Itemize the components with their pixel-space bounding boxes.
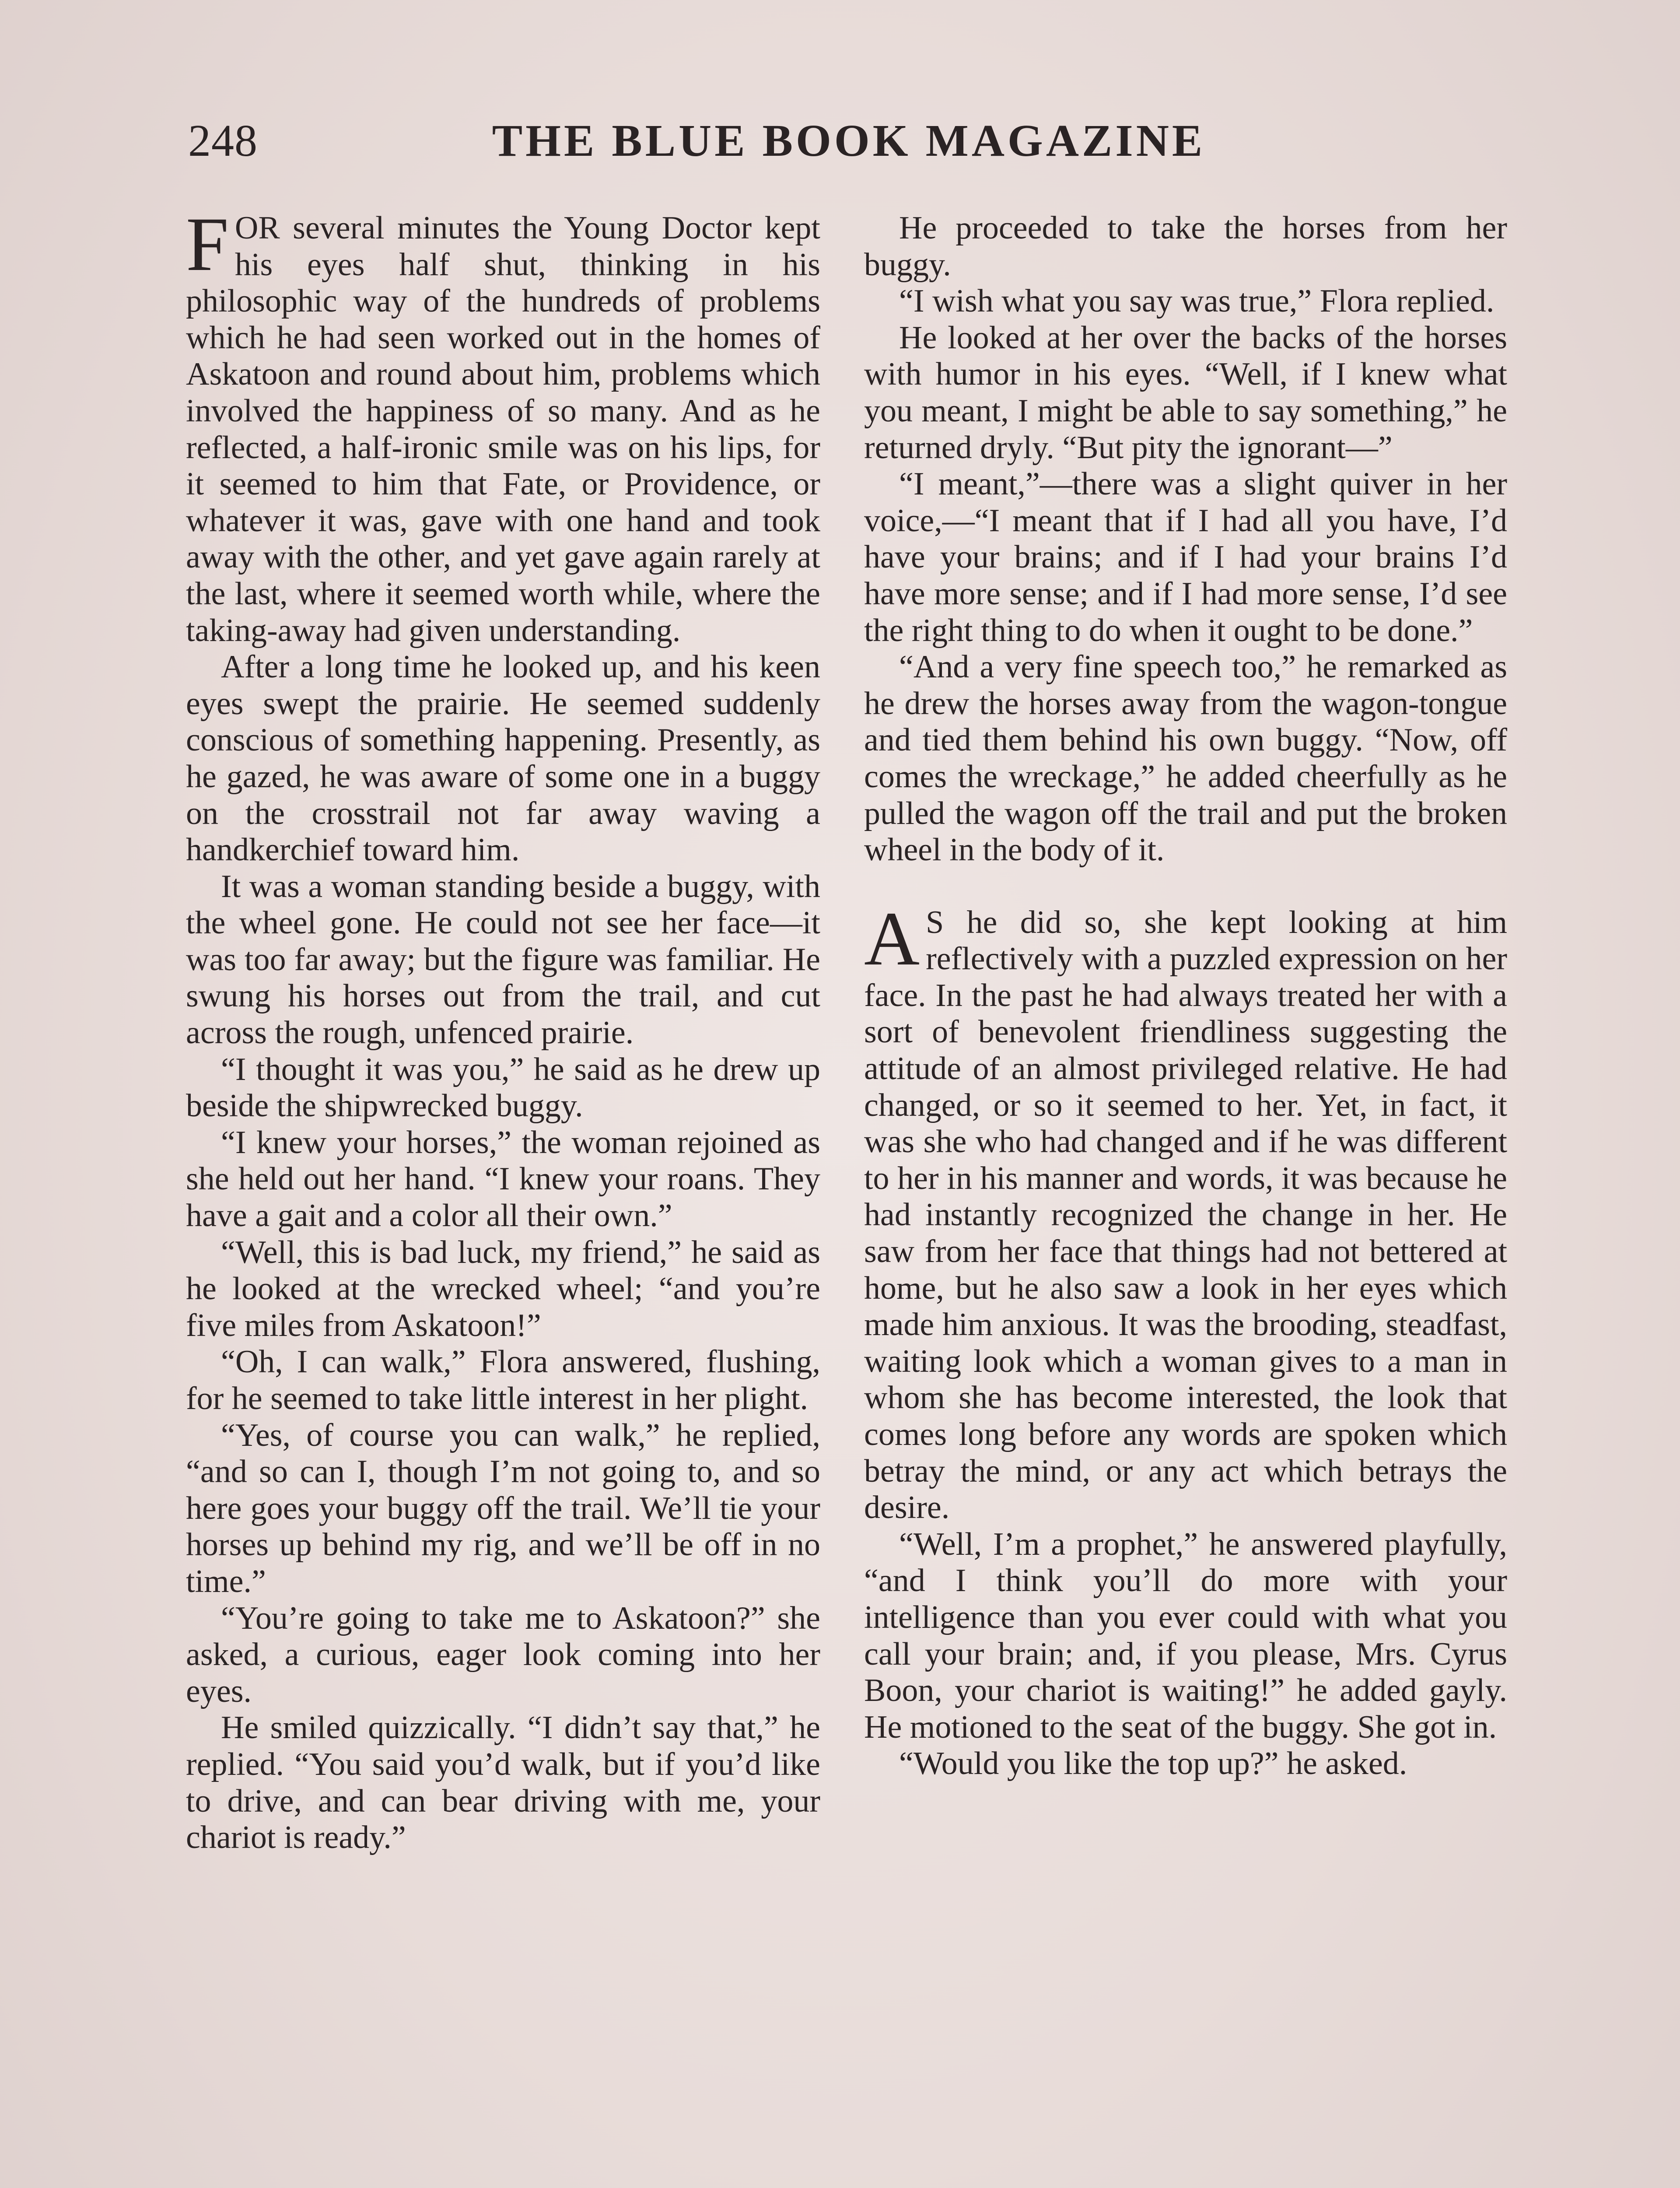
right-paragraph-1: He proceeded to take the horses from her buggy. (864, 210, 1507, 283)
right-paragraph-6-text: S he did so, she kept looking at him reflectively with a puzzled expression on her face. In the past he had always treated her with a sort of benevolent friendliness suggesting the attitude of an almost privileged relative. He had changed, or so it seemed to her. Yet, in fact, it was she who had changed and if he was different to her in his manner and words, it was because he had instantly recognized the change in her. He saw from her face that things had not bettered at home, but he also saw a look in her eyes which made him anxious. It was the brooding, steadfast, waiting look which a woman gives to a man in whom she has become interested, the look that comes long before any words are spoken which betray the mind, or any act which betrays the desire. (864, 904, 1507, 1526)
right-paragraph-5: “And a very fine speech too,” he remarked as he drew the horses away from the wagon-tongue and tied them behind his own buggy. “Now, off comes the wreckage,” he added cheerfully as he pulled the wagon off the trail and put the broken wheel in the body of it. (864, 649, 1507, 868)
left-paragraph-10: He smiled quizzically. “I didn’t say that,” he replied. “You said you’d walk, but if you’d like to drive, and can bear driving with me, your chariot is ready.” (186, 1710, 820, 1856)
page-number: 248 (188, 116, 258, 166)
dropcap-f: F (186, 210, 229, 287)
left-paragraph-1-text: OR several minutes the Young Doctor kept his eyes half shut, thinking in his philosophic way of the hundreds of problems which he had seen worked out in the homes of Askatoon and round about him, problems which involved the happiness of so many. And as he reflected, a half-ironic smile was on his lips, for it seemed to him that Fate, or Providence, or whatever it was, gave with one hand and took away with the other, and yet gave again rarely at the last, where it seemed worth while, where the taking-away had given understanding. (186, 210, 820, 649)
left-column (186, 210, 820, 2188)
right-paragraph-7: “Well, I’m a prophet,” he answered playfully, “and I think you’ll do more with your intelligence than you ever could with what you call your brain; and, if you please, Mrs. Cyrus Boon, your chariot is waiting!” he added gayly. He motioned to the seat of the buggy. She got in. (864, 1526, 1507, 1745)
left-paragraph-4: “I thought it was you,” he said as he drew up beside the shipwrecked buggy. (186, 1051, 820, 1124)
magazine-title: THE BLUE BOOK MAGAZINE (492, 116, 1206, 166)
left-paragraph-8: “Yes, of course you can walk,” he replied, “and so can I, though I’m not going to, and so here goes your buggy off the trail. We’ll tie your horses up behind my rig, and we’ll be off in no time.” (186, 1417, 820, 1599)
left-paragraph-5: “I knew your horses,” the woman rejoined as she held out her hand. “I knew your roans. They have a gait and a color all their own.” (186, 1124, 820, 1234)
left-paragraph-7: “Oh, I can walk,” Flora answered, flushing, for he seemed to take little interest in her plight. (186, 1344, 820, 1417)
left-paragraph-3: It was a woman standing beside a buggy, with the wheel gone. He could not see her face—it was too far away; but the figure was familiar. He swung his horses out from the trail, and cut across the rough, unfenced prairie. (186, 868, 820, 1051)
dropcap-a: A (864, 896, 920, 982)
left-paragraph-6: “Well, this is bad luck, my friend,” he said as he looked at the wrecked wheel; “and you’re five miles from Askatoon!” (186, 1234, 820, 1343)
right-paragraph-2: “I wish what you say was true,” Flora replied. (899, 283, 1494, 319)
left-paragraph-9: “You’re going to take me to Askatoon?” she asked, a curious, eager look coming into her eyes. (186, 1600, 820, 1709)
right-paragraph-4: “I meant,”—there was a slight quiver in her voice,—“I meant that if I had all you have, I’d have your brains; and if I had your brains I’d have more sense; and if I had more sense, I’d see the right thing to do when it ought to be done.” (864, 466, 1507, 649)
right-column (864, 210, 1507, 2188)
right-paragraph-8: “Would you like the top up?” he asked. (899, 1746, 1407, 1782)
right-paragraph-6 (864, 896, 1507, 1526)
left-paragraph-1 (186, 210, 820, 649)
left-paragraph-2: After a long time he looked up, and his keen eyes swept the prairie. He seemed suddenly conscious of something happening. Presently, as he gazed, he was aware of some one in a buggy on the crosstrail not far away waving a handkerchief toward him. (186, 649, 820, 868)
right-paragraph-3: He looked at her over the backs of the horses with humor in his eyes. “Well, if I knew what you meant, I might be able to say something,” he returned dryly. “But pity the ignorant—” (864, 319, 1507, 466)
